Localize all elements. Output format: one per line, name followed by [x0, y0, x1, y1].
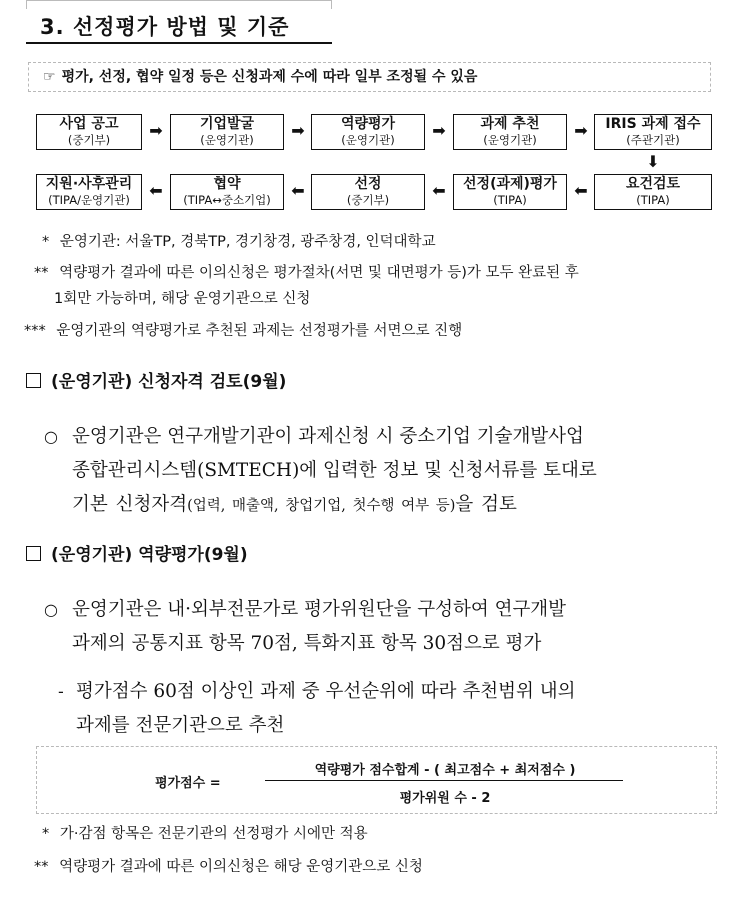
flow-step-sub: (TIPA/운영기관) [48, 193, 130, 207]
formula-denominator: 평가위원 수 - 2 [399, 791, 491, 806]
paragraph-line: 운영기관은 내·외부전문가로 평가위원단을 구성하여 연구개발 [72, 599, 567, 620]
circle-bullet-icon: ○ [44, 600, 58, 619]
section-title: 3. 선정평가 방법 및 기준 [26, 8, 332, 44]
dash-bullet: - [58, 682, 64, 701]
note-text-continued: 1회만 가능하며, 해당 운영기관으로 신청 [54, 291, 311, 307]
paragraph-line: 과제의 공통지표 항목 70점, 특화지표 항목 30점으로 평가 [72, 633, 542, 654]
flow-step-title: 요건검토 [625, 176, 681, 192]
capability-paragraph [72, 593, 714, 661]
arrow-right-icon: ➡ [432, 121, 446, 140]
flow-step-support [36, 174, 142, 210]
note-mark: ** [34, 859, 49, 875]
note-mark: * [42, 826, 50, 842]
flow-step-sub: (TIPA) [493, 193, 527, 207]
flow-step-requirement-check [594, 174, 712, 210]
note-text: 가·감점 항목은 전문기관의 선정평가 시에만 적용 [59, 826, 368, 842]
flow-step-sub: (운영기관) [483, 133, 537, 147]
arrow-left-icon: ⬅ [574, 181, 588, 200]
flow-step-title: 협약 [213, 176, 241, 192]
flow-step-title: IRIS 과제 접수 [605, 116, 701, 132]
notice-text: 평가, 선정, 협약 일정 등은 신청과제 수에 따라 일부 조정될 수 있음 [61, 69, 478, 85]
bottom-note [34, 856, 423, 878]
bottom-note [42, 823, 368, 845]
flow-step-selection [311, 174, 425, 210]
flow-note [24, 320, 462, 342]
note-text: 운영기관: 서울TP, 경북TP, 경기창경, 광주창경, 인덕대학교 [59, 234, 436, 250]
flow-step-sub: (TIPA) [636, 193, 670, 207]
flow-step-sub: (주관기관) [626, 133, 680, 147]
note-mark: *** [24, 323, 46, 339]
flow-step-title: 선정(과제)평가 [463, 176, 557, 192]
criteria-detail: (업력, 매출액, 창업기업, 첫수행 여부 등) [187, 498, 456, 514]
arrow-left-icon: ⬅ [149, 181, 163, 200]
line-part: 을 검토 [455, 494, 517, 515]
score-formula-box [36, 746, 717, 814]
arrow-left-icon: ⬅ [291, 181, 305, 200]
recommendation-paragraph [76, 675, 714, 743]
paragraph-line: 평가점수 60점 이상인 과제 중 우선순위에 따라 추천범위 내의 [76, 681, 576, 702]
flow-step-sub: (TIPA↔중소기업) [183, 193, 271, 207]
paragraph-line [72, 488, 714, 523]
flow-step-sub: (운영기관) [200, 133, 254, 147]
flow-step-recommend [453, 114, 567, 150]
flow-step-iris-intake [594, 114, 712, 150]
flow-step-selection-eval [453, 174, 567, 210]
heading-text: (운영기관) 역량평가(9월) [51, 545, 248, 565]
flow-note [42, 231, 436, 253]
heading-text: (운영기관) 신청자격 검토(9월) [51, 372, 287, 392]
flow-step-agreement [170, 174, 284, 210]
notice-box [28, 62, 711, 92]
note-text: 역량평가 결과에 따른 이의신청은 해당 운영기관으로 신청 [59, 859, 423, 875]
flow-step-title: 사업 공고 [59, 116, 119, 132]
arrow-right-icon: ➡ [574, 121, 588, 140]
arrow-left-icon: ⬅ [432, 181, 446, 200]
paragraph-line: 종합관리시스템(SMTECH)에 입력한 정보 및 신청서류를 토대로 [72, 460, 597, 481]
arrow-right-icon: ➡ [291, 121, 305, 140]
flow-step-announcement [36, 114, 142, 150]
arrow-down-icon: ⬇ [646, 152, 660, 171]
flow-step-sub: (중기부) [346, 193, 390, 207]
flow-step-sub: (중기부) [67, 133, 111, 147]
flow-step-title: 과제 추천 [480, 116, 540, 132]
formula-label: 평가점수 = [155, 776, 221, 791]
paragraph-line: 운영기관은 연구개발기관이 과제신청 시 중소기업 기술개발사업 [72, 426, 584, 447]
note-mark: * [42, 234, 50, 250]
pointing-hand-icon: ☞ [43, 69, 56, 85]
flow-step-title: 선정 [354, 176, 382, 192]
formula-numerator: 역량평가 점수합계 - ( 최고점수 + 최저점수 ) [314, 763, 576, 778]
arrow-right-icon: ➡ [149, 121, 163, 140]
flow-step-title: 지원·사후관리 [45, 176, 133, 192]
note-text: 운영기관의 역량평가로 추천된 과제는 선정평가를 서면으로 진행 [56, 323, 463, 339]
note-text: 역량평가 결과에 따른 이의신청은 평가절차(서면 및 대면평가 등)가 모두 완료된 후 [59, 265, 579, 281]
circle-bullet-icon: ○ [44, 427, 58, 446]
note-mark: ** [34, 265, 49, 281]
flow-note [34, 262, 714, 284]
line-part: 기본 신청자격 [72, 494, 188, 515]
flow-step-sub: (운영기관) [341, 133, 395, 147]
flow-step-title: 역량평가 [340, 116, 396, 132]
flow-step-title: 기업발굴 [199, 116, 255, 132]
fraction-bar [265, 780, 623, 781]
flow-step-discovery [170, 114, 284, 150]
section-heading-capability [26, 543, 248, 567]
checkbox-square-icon [26, 546, 41, 561]
flow-step-capability-eval [311, 114, 425, 150]
eligibility-paragraph [72, 420, 714, 523]
paragraph-line: 과제를 전문기관으로 추천 [76, 715, 285, 736]
section-heading-eligibility [26, 370, 286, 394]
checkbox-square-icon [26, 373, 41, 388]
